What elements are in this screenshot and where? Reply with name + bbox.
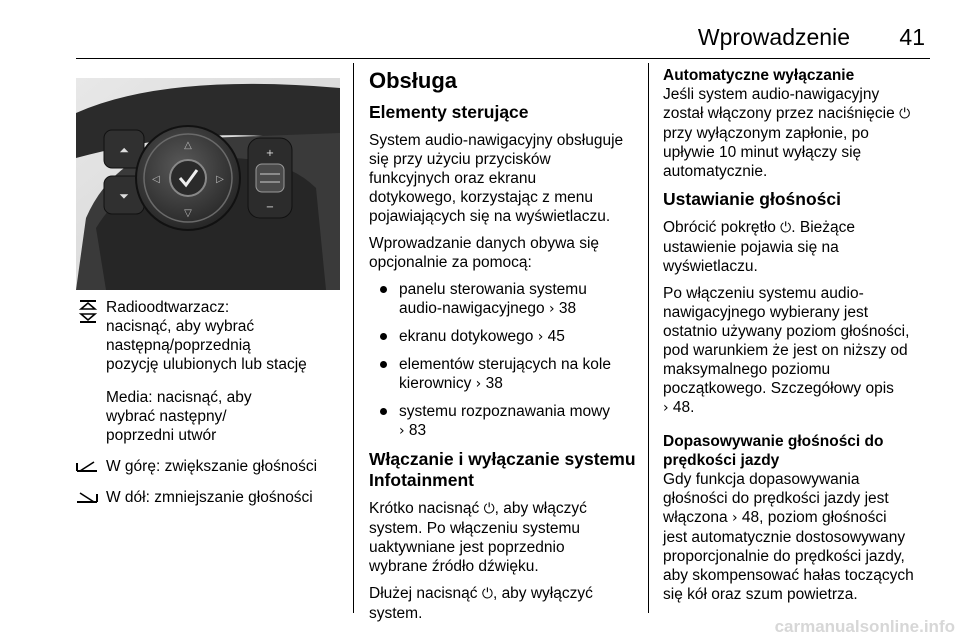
left-column: [76, 298, 346, 515]
page-reference-link[interactable]: 45: [547, 328, 565, 345]
power-on-paragraph: Krótko nacisnąć ⏻, aby włączyć system. Po włączeniu systemu uaktywniane jest poprzednio wybrane źródło dźwięku.: [369, 500, 587, 575]
p1-line2: się przy użyciu przycisków: [369, 151, 551, 168]
volume-down-icon: [76, 491, 98, 503]
volume-down-text: W dół: zmniejszanie głośności: [106, 489, 313, 506]
power-icon: ⏻: [483, 501, 495, 517]
section-heading-obsluga: Obsługa: [369, 68, 458, 93]
p1-line4: dotykowego, korzystając z menu: [369, 189, 593, 206]
volume-paragraph: Obrócić pokrętło ⏻. Bieżące ustawienie pojawia się na wyświetlaczu.: [663, 219, 856, 275]
column-divider-2: [648, 63, 649, 613]
heading-controls: Elementy sterujące: [369, 102, 529, 122]
list-item: ekranu dotykowego › 45: [369, 327, 641, 347]
page-reference-link[interactable]: 83: [408, 422, 427, 439]
middle-column: [369, 68, 641, 631]
p2-line1: Wprowadzanie danych obywa się: [369, 235, 600, 252]
reference-arrow-icon: ›: [475, 376, 482, 392]
favourite-down-icon: [78, 313, 98, 323]
p1-line3: funkcyjnych oraz ekranu: [369, 170, 537, 187]
heading-speed-volume: Dopasowywanie głośności do prędkości jazdy: [663, 433, 884, 469]
favourites-definition: [76, 298, 346, 374]
running-header-title: Wprowadzenie: [697, 24, 850, 50]
reference-arrow-icon: ›: [399, 423, 405, 439]
input-paragraph: [369, 234, 641, 272]
column-divider-1: [353, 63, 354, 613]
svg-text:▽: ▽: [184, 208, 192, 219]
volume-down-definition: [76, 488, 346, 507]
def1-line2: nacisnąć, aby wybrać: [106, 318, 255, 335]
power-off-paragraph: Dłużej nacisnąć ⏻, aby wyłączyć system.: [369, 585, 593, 622]
input-methods-list: [369, 280, 641, 441]
volume-up-text: W górę: zwiększanie głośności: [106, 458, 318, 475]
media-definition: [76, 388, 346, 445]
list-item: elementów sterujących na kole kierownicy › 38: [369, 355, 641, 394]
favourite-up-icon: [78, 300, 98, 310]
startup-volume-paragraph: Po włączeniu systemu audio- nawigacyjnego wybierany jest ostatnio używany poziom głośności, pod warunkiem że jest on niższy od maksymalnego poziomu początkowego. Szczegółowy opis › 48.: [663, 285, 910, 416]
list-item: systemu rozpoznawania mowy › 83: [369, 402, 641, 441]
auto-off-paragraph: Jeśli system audio-nawigacyjny został włączony przez naciśnięcie ⏻ przy wyłączonym zapłonie, po upływie 10 minut wyłączy się automatycznie.: [663, 86, 911, 180]
page-reference-link[interactable]: 48.: [672, 399, 695, 416]
reference-arrow-icon: ›: [663, 400, 669, 416]
page-reference-link[interactable]: 48, poziom głośności: [741, 509, 887, 526]
speed-volume-paragraph: Gdy funkcja dopasowywania głośności do prędkości jazdy jest włączona › 48, poziom głośności jest automatycznie dostosowywany proporcjonalnie do prędkości jazdy, aby skompensować hałas toczących się kół oraz szum powietrza.: [663, 471, 914, 603]
def1-line3: następną/poprzednią: [106, 337, 251, 354]
power-icon: ⏻: [780, 220, 792, 236]
heading-on-off: Włączanie i wyłączanie systemu Infotainment: [369, 449, 636, 490]
list-item: panelu sterowania systemu audio-nawigacyjnego › 38: [369, 280, 641, 319]
p1-line5: pojawiających się na wyświetlaczu.: [369, 208, 611, 225]
steering-wheel-controls-photo: [76, 78, 340, 290]
p2-line2: opcjonalnie za pomocą:: [369, 254, 532, 271]
watermark: carmanualsonline.info: [774, 617, 955, 636]
header-rule: [76, 58, 930, 59]
svg-text:◁: ◁: [152, 174, 160, 185]
heading-auto-off: Automatyczne wyłączanie: [663, 67, 855, 84]
svg-text:+: +: [265, 148, 275, 159]
svg-text:⏶: ⏶: [119, 143, 129, 157]
def2-line2: wybrać następny/: [106, 408, 227, 425]
reference-arrow-icon: ›: [537, 329, 544, 345]
svg-text:▷: ▷: [216, 174, 224, 185]
svg-text:△: △: [184, 140, 192, 151]
def1-line4: pozycję ulubionych lub stację: [106, 356, 307, 373]
p1-line1: System audio-nawigacyjny obsługuje: [369, 132, 624, 149]
volume-up-definition: [76, 457, 346, 476]
reference-arrow-icon: ›: [731, 510, 738, 526]
reference-arrow-icon: ›: [548, 301, 555, 317]
def2-line1: Media: nacisnąć, aby: [106, 389, 252, 406]
right-column: [663, 66, 955, 612]
power-icon: ⏻: [899, 106, 911, 122]
power-icon: ⏻: [481, 586, 493, 602]
page-number: 41: [899, 24, 925, 50]
volume-up-icon: [76, 460, 98, 472]
page-reference-link[interactable]: 38: [485, 375, 503, 392]
controls-paragraph: [369, 131, 641, 226]
def1-line1: Radioodtwarzacz:: [106, 299, 230, 316]
def2-line3: poprzedni utwór: [106, 427, 217, 444]
page-reference-link[interactable]: 38: [558, 300, 577, 317]
svg-text:−: −: [265, 202, 275, 213]
heading-volume: Ustawianie głośności: [663, 189, 841, 209]
svg-text:⏷: ⏷: [119, 189, 129, 203]
